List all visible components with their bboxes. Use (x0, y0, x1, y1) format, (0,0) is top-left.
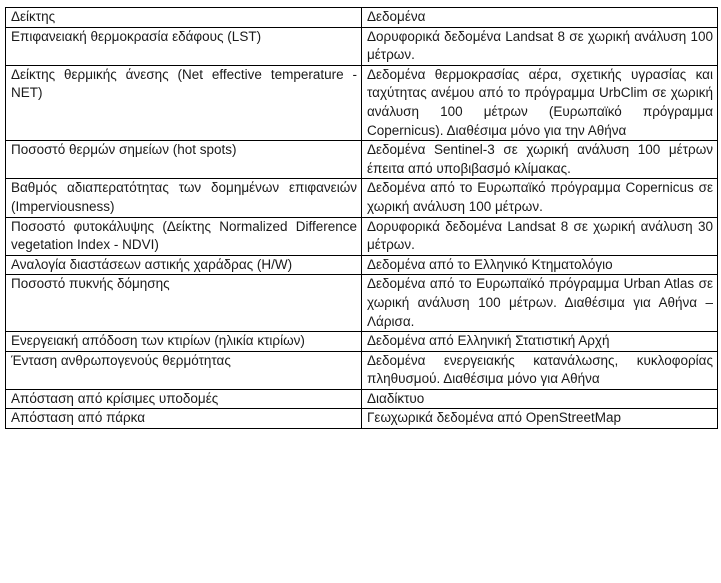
indicator-cell: Απόσταση από πάρκα (6, 409, 362, 429)
table-row (6, 179, 718, 217)
indicators-data-table (5, 7, 718, 429)
indicator-cell: Ποσοστό θερμών σημείων (hot spots) (6, 141, 362, 179)
indicator-cell: Επιφανειακή θερμοκρασία εδάφους (LST) (6, 27, 362, 65)
indicator-cell: Απόσταση από κρίσιμες υποδομές (6, 389, 362, 409)
data-cell: Διαδίκτυο (362, 389, 718, 409)
data-cell: Δεδομένα από Ελληνική Στατιστική Αρχή (362, 332, 718, 352)
header-data: Δεδομένα (362, 8, 718, 28)
table-row (6, 351, 718, 389)
data-cell: Δεδομένα από το Ελληνικό Κτηματολόγιο (362, 255, 718, 275)
table-row (6, 389, 718, 409)
indicator-cell: Βαθμός αδιαπερατότητας των δομημένων επιφανειών (Imperviousness) (6, 179, 362, 217)
data-cell: Δεδομένα θερμοκρασίας αέρα, σχετικής υγρασίας και ταχύτητας ανέμου από το πρόγραμμα UrbClim σε χωρική ανάλυση 100 μέτρων (Ευρωπαϊκό πρόγραμμα Copernicus). Διαθέσιμα μόνο για την Αθήνα (362, 65, 718, 140)
table-row (6, 332, 718, 352)
indicator-cell: Ποσοστό φυτοκάλυψης (Δείκτης Normalized Difference vegetation Index - NDVI) (6, 217, 362, 255)
indicator-cell: Αναλογία διαστάσεων αστικής χαράδρας (H/W) (6, 255, 362, 275)
table-row (6, 409, 718, 429)
table-row (6, 255, 718, 275)
table-header-row (6, 8, 718, 28)
table-row (6, 27, 718, 65)
data-cell: Δεδομένα Sentinel-3 σε χωρική ανάλυση 100 μέτρων έπειτα από υποβιβασμό κλίμακας. (362, 141, 718, 179)
indicator-cell: Ένταση ανθρωπογενούς θερμότητας (6, 351, 362, 389)
table-row (6, 275, 718, 332)
table-row (6, 65, 718, 140)
indicator-cell: Ενεργειακή απόδοση των κτιρίων (ηλικία κτιρίων) (6, 332, 362, 352)
indicator-cell: Δείκτης θερμικής άνεσης (Net effective temperature -NET) (6, 65, 362, 140)
data-cell: Γεωχωρικά δεδομένα από OpenStreetMap (362, 409, 718, 429)
data-cell: Δορυφορικά δεδομένα Landsat 8 σε χωρική ανάλυση 100 μέτρων. (362, 27, 718, 65)
table-row (6, 141, 718, 179)
data-cell: Δεδομένα από το Ευρωπαϊκό πρόγραμμα Urban Atlas σε χωρική ανάλυση 100 μέτρων. Διαθέσιμα για Αθήνα – Λάρισα. (362, 275, 718, 332)
data-cell: Δορυφορικά δεδομένα Landsat 8 σε χωρική ανάλυση 30 μέτρων. (362, 217, 718, 255)
data-cell: Δεδομένα ενεργειακής κατανάλωσης, κυκλοφορίας πληθυσμού. Διαθέσιμα μόνο για Αθήνα (362, 351, 718, 389)
data-cell: Δεδομένα από το Ευρωπαϊκό πρόγραμμα Copernicus σε χωρική ανάλυση 100 μέτρων. (362, 179, 718, 217)
table-row (6, 217, 718, 255)
indicator-cell: Ποσοστό πυκνής δόμησης (6, 275, 362, 332)
header-indicator: Δείκτης (6, 8, 362, 28)
